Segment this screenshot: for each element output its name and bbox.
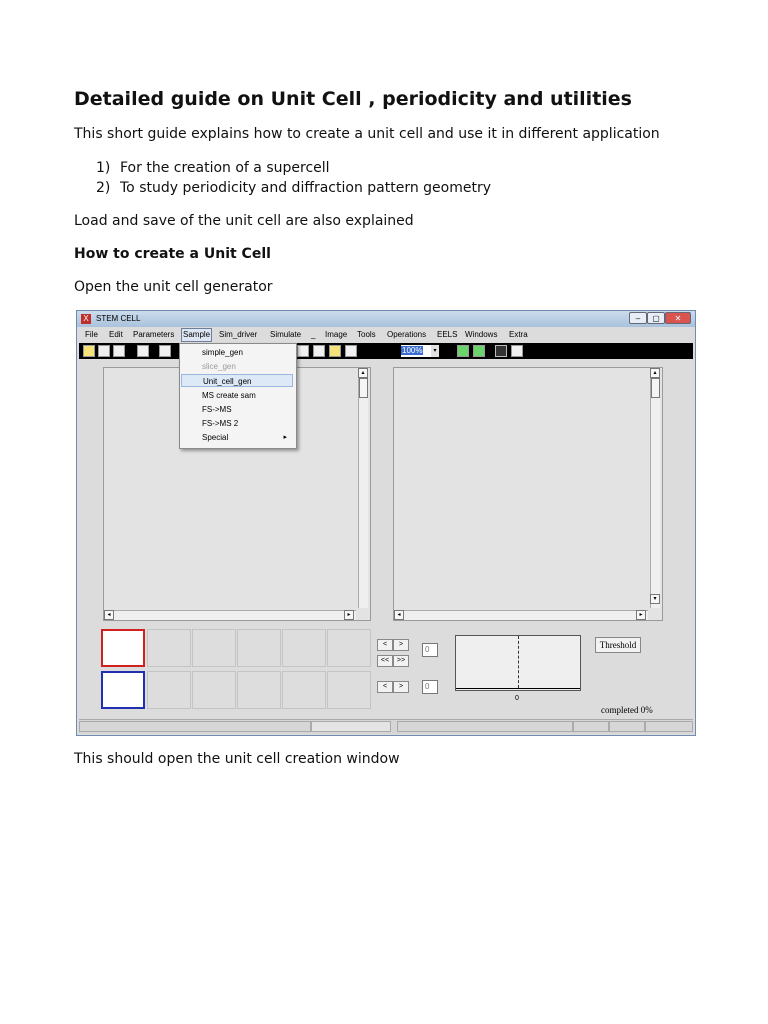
window-title: STEM CELL <box>96 314 141 323</box>
index-field[interactable]: 0 <box>422 680 438 694</box>
list-item <box>96 160 330 176</box>
menu-item-special-label: Special <box>202 433 229 442</box>
next-button[interactable]: > <box>393 639 409 651</box>
menu-tools[interactable]: Tools <box>357 330 376 339</box>
last-button[interactable]: >> <box>393 655 409 667</box>
toolbar <box>79 343 693 359</box>
app-icon: X <box>81 314 91 324</box>
prev-button[interactable]: < <box>377 639 393 651</box>
list-item <box>96 180 491 196</box>
settings-icon[interactable] <box>511 345 523 357</box>
scroll-up-icon[interactable]: ▴ <box>358 368 368 378</box>
menu-item-ms-create-sam[interactable]: MS create sam <box>202 391 256 400</box>
menu-item-unit-cell-gen[interactable]: Unit_cell_gen <box>181 374 293 387</box>
window-titlebar <box>77 311 695 327</box>
blank-tool-icon[interactable] <box>113 345 125 357</box>
menu-sim-driver[interactable]: Sim_driver <box>219 330 258 339</box>
progress-status: completed 0% <box>601 705 653 715</box>
list-text: For the creation of a supercell <box>120 160 330 176</box>
minimize-icon[interactable]: – <box>629 312 647 324</box>
left-horizontal-scrollbar[interactable] <box>104 610 356 620</box>
thumbnail-cell[interactable] <box>327 629 371 667</box>
section-heading: How to create a Unit Cell <box>74 246 271 262</box>
histogram-plot[interactable] <box>455 635 581 691</box>
prev-button[interactable]: < <box>377 681 393 693</box>
document-title: Detailed guide on Unit Cell , periodicity and utilities <box>74 88 632 110</box>
menu-bar <box>79 329 693 341</box>
scroll-up-icon[interactable]: ▴ <box>650 368 660 378</box>
menu-image[interactable]: Image <box>325 330 348 339</box>
scale-icon[interactable] <box>345 345 357 357</box>
threshold-button[interactable]: Threshold <box>595 637 641 653</box>
list-text: To study periodicity and diffraction pattern geometry <box>120 180 492 196</box>
menu-edit[interactable]: Edit <box>109 330 123 339</box>
first-button[interactable]: << <box>377 655 393 667</box>
maximize-icon[interactable]: ▢ <box>647 312 665 324</box>
menu-operations[interactable]: Operations <box>387 330 427 339</box>
status-bar <box>79 719 693 734</box>
menu-item-simple-gen[interactable]: simple_gen <box>202 348 243 357</box>
menu-file[interactable]: File <box>85 330 98 339</box>
right-horizontal-scrollbar[interactable] <box>394 610 648 620</box>
status-segment <box>609 721 645 732</box>
submenu-arrow-icon: ▸ <box>283 434 287 441</box>
zoom-value: 100% <box>402 346 423 355</box>
menu-separator: _ <box>311 330 316 339</box>
menu-extra[interactable]: Extra <box>509 330 528 339</box>
chart-icon[interactable] <box>83 345 95 357</box>
menu-item-fs-ms[interactable]: FS->MS <box>202 405 232 414</box>
scroll-thumb[interactable] <box>359 378 368 398</box>
thumbnail-cell[interactable] <box>192 671 236 709</box>
target-icon[interactable] <box>473 345 485 357</box>
list-number: 2) <box>96 180 111 196</box>
status-segment <box>645 721 693 732</box>
next-button[interactable]: > <box>393 681 409 693</box>
stem-cell-window-screenshot <box>76 310 696 736</box>
line-plot-icon[interactable] <box>98 345 110 357</box>
open-generator-paragraph: Open the unit cell generator <box>74 279 273 295</box>
thumbnail-cell[interactable] <box>282 671 326 709</box>
status-segment <box>79 721 311 732</box>
grid-icon[interactable] <box>495 345 507 357</box>
thumbnail-cell[interactable] <box>147 629 191 667</box>
thumbnail-cell[interactable] <box>192 629 236 667</box>
thumbnail-cell[interactable] <box>282 629 326 667</box>
sample-dropdown-menu <box>179 343 297 449</box>
thumbnail-selected-bottom[interactable] <box>101 671 145 709</box>
histogram-zero-label: 0 <box>515 695 519 702</box>
fire-icon[interactable] <box>159 345 171 357</box>
close-icon[interactable]: ✕ <box>665 312 691 324</box>
thumbnail-cell[interactable] <box>237 671 281 709</box>
zoom-select[interactable] <box>401 345 439 357</box>
menu-item-special[interactable] <box>181 431 293 444</box>
chevron-down-icon[interactable]: ▾ <box>431 345 439 357</box>
scroll-thumb[interactable] <box>651 378 660 398</box>
right-image-panel[interactable] <box>393 367 663 621</box>
menu-item-slice-gen: slice_gen <box>202 362 236 371</box>
menu-eels[interactable]: EELS <box>437 330 458 339</box>
left-vertical-scrollbar[interactable] <box>358 368 368 608</box>
scroll-down-icon[interactable]: ▾ <box>650 594 660 604</box>
scroll-left-icon[interactable]: ◂ <box>104 610 114 620</box>
scroll-right-icon[interactable]: ▸ <box>344 610 354 620</box>
bars-icon[interactable] <box>313 345 325 357</box>
fft-icon[interactable] <box>457 345 469 357</box>
thumbnail-cell[interactable] <box>237 629 281 667</box>
closing-paragraph: This should open the unit cell creation window <box>74 751 400 767</box>
crosshair-icon[interactable] <box>297 345 309 357</box>
thumbnail-cell[interactable] <box>327 671 371 709</box>
menu-parameters[interactable]: Parameters <box>133 330 175 339</box>
status-segment <box>397 721 573 732</box>
menu-windows[interactable]: Windows <box>465 330 498 339</box>
status-segment <box>573 721 609 732</box>
load-save-paragraph: Load and save of the unit cell are also explained <box>74 213 414 229</box>
thumbnail-selected-top[interactable] <box>101 629 145 667</box>
thumbnail-cell[interactable] <box>147 671 191 709</box>
minus-icon[interactable] <box>329 345 341 357</box>
scroll-left-icon[interactable]: ◂ <box>394 610 404 620</box>
index-field[interactable]: 0 <box>422 643 438 657</box>
atom-icon[interactable] <box>137 345 149 357</box>
menu-sample[interactable]: Sample <box>181 328 212 342</box>
histogram-threshold-line <box>518 636 519 688</box>
right-vertical-scrollbar[interactable] <box>650 368 660 608</box>
list-number: 1) <box>96 160 111 176</box>
menu-simulate[interactable]: Simulate <box>270 330 302 339</box>
intro-paragraph: This short guide explains how to create a unit cell and use it in different application <box>74 126 660 142</box>
status-segment <box>311 721 391 732</box>
menu-item-fs-ms-2[interactable]: FS->MS 2 <box>202 419 239 428</box>
scroll-right-icon[interactable]: ▸ <box>636 610 646 620</box>
histogram-baseline <box>456 688 580 689</box>
